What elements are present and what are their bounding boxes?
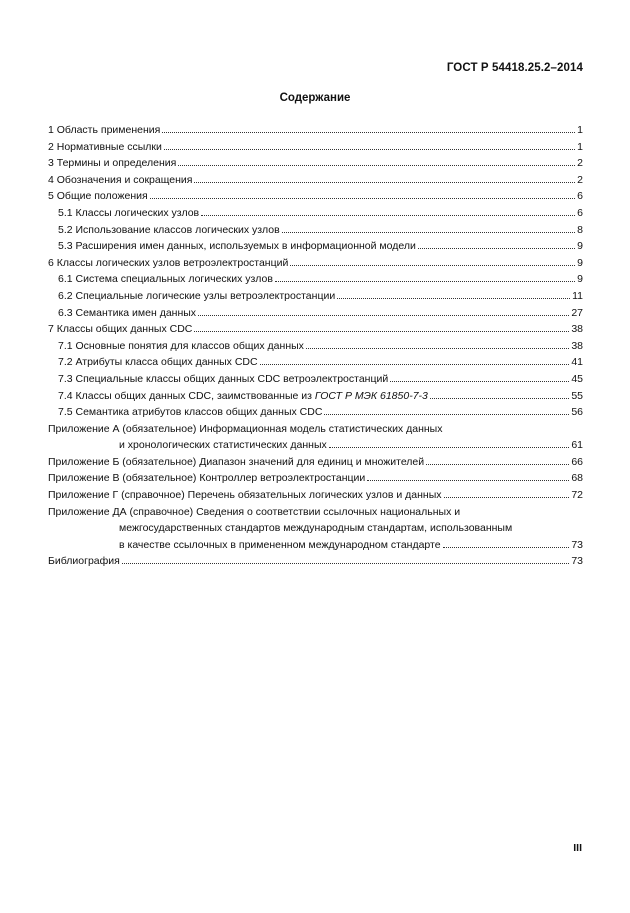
toc-entry-text: Приложение Б (обязательное) Диапазон значений для единиц и множителей [48,455,425,468]
toc-entry-7-5[interactable] [48,404,583,421]
toc-entry-text: 7.3 Специальные классы общих данных CDC ветроэлектростанций [58,372,389,385]
toc-entry-5-3[interactable] [48,238,583,255]
toc-entry-page: 1 [577,124,583,136]
toc-entry-page: 61 [571,439,583,452]
toc-appendix-da-line1[interactable]: Приложение ДА (справочное) Сведения о соответствии ссылочных национальных и [48,505,461,518]
toc-entry-page: 72 [571,489,583,502]
document-header-code: ГОСТ Р 54418.25.2–2014 [446,62,583,74]
toc-entry-text: 7.1 Основные понятия для классов общих данных [58,339,304,352]
toc-entry-text: 6.2 Специальные логические узлы ветроэлектростанции [58,289,336,302]
toc-entry-page: 73 [571,555,583,568]
toc-appendix-a[interactable] [48,437,583,454]
toc-entry-text: 7 Классы общих данных CDC [48,323,193,336]
toc-appendix-g[interactable] [48,487,583,504]
toc-entry-5-1[interactable] [48,205,583,222]
toc-entry-page: 11 [572,289,583,302]
toc-appendix-v[interactable] [48,470,583,487]
dot-leader [260,364,570,365]
dot-leader [443,547,570,548]
toc-entry-text [58,388,428,405]
toc-entry-6-2[interactable] [48,288,583,305]
toc-entry-text: Приложение Г (справочное) Перечень обязательных логических узлов и данных [48,489,442,502]
toc-bibliography[interactable] [48,553,583,570]
toc-entry-3[interactable] [48,155,583,172]
toc-entry-page: 9 [577,273,583,286]
toc-entry-text: и хронологических статистических данных [119,439,327,452]
toc-entry-text: 3 Термины и определения [48,157,177,170]
toc-entry-text: 6.3 Семантика имен данных [58,306,197,319]
toc-entry-page: 8 [577,223,583,236]
dot-leader [122,563,569,564]
toc-appendix-da[interactable] [48,537,583,554]
dot-leader [390,381,569,382]
dot-leader [418,248,575,249]
toc-entry-text: 4 Обозначения и сокращения [48,173,193,186]
dot-leader [337,298,570,299]
toc-entry-7-4[interactable] [48,388,583,405]
toc-entry-text: 6.1 Система специальных логических узлов [58,273,273,286]
toc-entry-text: 5 Общие положения [48,190,148,203]
dot-leader [194,331,569,332]
toc-entry-text: 6 Классы логических узлов ветроэлектростанций [48,256,289,269]
page-number: III [573,842,582,854]
dot-leader [194,182,575,183]
toc-appendix-b[interactable] [48,454,583,471]
dot-leader [306,348,569,349]
toc-entry-page: 9 [577,256,583,269]
toc-entry-text: 2 Нормативные ссылки [48,140,162,153]
dot-leader [282,232,575,233]
toc-appendix-da-line2[interactable]: межгосударственных стандартов международным стандартам, использованным [119,522,513,535]
toc-entry-page: 9 [577,240,583,253]
toc-entry-page: 38 [571,339,583,352]
toc-entry-4[interactable] [48,172,583,189]
dot-leader [164,149,575,150]
toc-entry-text: 5.3 Расширения имен данных, используемых в информационной модели [58,240,416,253]
toc-entry-6[interactable] [48,255,583,272]
toc-entry-page: 55 [571,389,583,402]
dot-leader [426,464,569,465]
toc-entry-7[interactable] [48,321,583,338]
toc-entry-page: 68 [571,472,583,485]
toc-entry-6-1[interactable] [48,271,583,288]
dot-leader [275,281,575,282]
toc-entry-7-1[interactable] [48,338,583,355]
toc-entry-text: Библиография [48,555,120,568]
dot-leader [290,265,575,266]
toc-entry-text: 5.2 Использование классов логических узлов [58,223,280,236]
dot-leader [162,132,575,133]
toc-entry-6-3[interactable] [48,305,583,322]
toc-entry-text: Приложение В (обязательное) Контроллер ветроэлектростанции [48,472,366,485]
toc-entry-page: 2 [577,157,583,170]
dot-leader [198,315,569,316]
toc-entry-page: 38 [571,323,583,336]
toc-title: Содержание [279,92,351,104]
toc-entry-1[interactable] [48,122,583,139]
toc-entry-text: 1 Область применения [48,124,161,136]
toc-entry-2[interactable] [48,139,583,156]
toc-entry-page: 6 [577,190,583,203]
toc-entry-7-3[interactable] [48,371,583,388]
toc-entry-text: 7.2 Атрибуты класса общих данных CDC [58,356,258,369]
toc-entry-text-main: 7.4 Классы общих данных CDC, заимствованные из [58,389,315,402]
dot-leader [444,497,570,498]
toc-entry-text: 7.5 Семантика атрибутов классов общих данных CDC [58,406,323,419]
dot-leader [367,480,569,481]
dot-leader [178,165,575,166]
toc-entry-5[interactable] [48,188,583,205]
dot-leader [430,398,569,399]
toc-entry-page: 73 [571,538,583,551]
table-of-contents [48,122,583,570]
referenced-standard: ГОСТ Р МЭК 61850-7-3 [314,389,428,402]
toc-entry-page: 45 [571,372,583,385]
toc-entry-7-2[interactable] [48,354,583,371]
dot-leader [329,447,570,448]
toc-entry-text: 5.1 Классы логических узлов [58,206,200,219]
toc-entry-text: в качестве ссылочных в примененном международном стандарте [119,538,441,551]
toc-entry-page: 56 [571,406,583,419]
dot-leader [324,414,569,415]
dot-leader [150,198,575,199]
toc-entry-page: 41 [571,356,583,369]
toc-entry-page: 27 [571,306,583,319]
toc-appendix-a-line1[interactable]: Приложение А (обязательное) Информационная модель статистических данных [48,422,443,435]
toc-entry-page: 1 [577,140,583,153]
toc-entry-page: 2 [577,173,583,186]
toc-entry-page: 66 [571,455,583,468]
toc-entry-page: 6 [577,206,583,219]
toc-entry-5-2[interactable] [48,222,583,239]
dot-leader [201,215,575,216]
